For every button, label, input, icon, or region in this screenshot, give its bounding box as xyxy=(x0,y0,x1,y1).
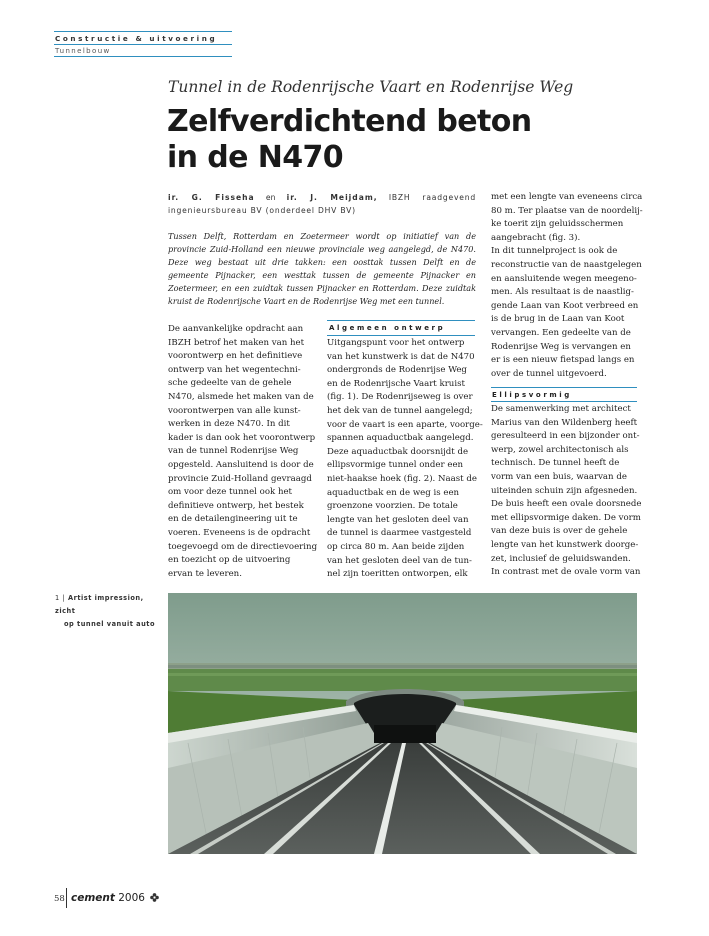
section-rule-top-ellipsvormig xyxy=(491,387,637,388)
figure-caption: 1 | Artist impression, zicht op tunnel vanuit auto xyxy=(55,592,165,631)
col2-line: ondergronds de Rodenrijse Weg xyxy=(327,365,467,376)
col3a-line: 80 m. Ter plaatse van de noordelij- xyxy=(491,205,643,216)
col1-line: De aanvankelijke opdracht aan xyxy=(168,324,304,334)
col3a-line: met een lengte van eveneens circa xyxy=(491,192,643,202)
col2-line: niet-haakse hoek (fig. 2). Naast de xyxy=(327,473,477,484)
col2-line: (fig. 1). De Rodenrijseweg is over xyxy=(327,392,473,403)
caption-line-2: op tunnel vanuit auto xyxy=(64,620,155,628)
col2-line: spannen aquaductbak aangelegd. xyxy=(327,433,474,444)
section-rule-bottom-algemeen xyxy=(327,335,475,336)
author-1: ir. G. Fisseha xyxy=(168,193,255,202)
col2-line: lengte van het gesloten deel van xyxy=(327,514,469,525)
header-rule-middle xyxy=(54,44,232,45)
header-rule-top xyxy=(54,31,232,32)
col3b-line: zet, inclusief de geluidswanden. xyxy=(491,553,631,564)
col1-line: definitieve ontwerp, het bestek xyxy=(168,500,304,511)
byline-joiner: en xyxy=(265,193,276,202)
page-number: 58 xyxy=(54,894,65,904)
col2-line: het dek van de tunnel aangelegd; xyxy=(327,405,473,416)
col3a-line: Rodenrijse Weg is vervangen en xyxy=(491,341,631,352)
col3b-line: uiteinden schuin zijn afgesneden. xyxy=(491,485,638,496)
col2-line: nel zijn toeritten ontworpen, elk xyxy=(327,569,468,580)
col1-line: voorontwerpen van alle kunst- xyxy=(168,405,301,416)
col1-line: ontwerp van het wegentechni- xyxy=(168,364,301,375)
col2-line: aquaductbak en de weg is een xyxy=(327,487,460,498)
header-rule-bottom xyxy=(54,56,232,57)
magazine-year: 2006 xyxy=(118,892,145,904)
col2-line: Deze aquaductbak doorsnijdt de xyxy=(327,446,469,457)
article-title-line-1: Zelfverdichtend beton xyxy=(167,104,532,139)
section-subcategory: Tunnelbouw xyxy=(55,47,111,55)
col3a-line: vervangen. Een gedeelte van de xyxy=(491,327,631,338)
col1-line: toegevoegd om de directievoering xyxy=(168,541,318,552)
caption-line-1: Artist impression, zicht xyxy=(55,594,144,615)
col1-line: voorontwerp en het definitieve xyxy=(168,351,303,362)
col3b-line: vorm van een buis, waarvan de xyxy=(491,471,627,482)
col2-line: van het kunstwerk is dat de N470 xyxy=(327,351,475,362)
col1-line: voeren. Eveneens is de opdracht xyxy=(168,527,311,538)
col3b-line: van deze buis is over de gehele xyxy=(491,526,628,537)
magazine-name: cement xyxy=(71,892,115,904)
section-rule-top-algemeen xyxy=(327,320,475,321)
col1-line: sche gedeelte van de gehele xyxy=(168,378,292,389)
col1-line: IBZH betrof het maken van het xyxy=(168,337,305,348)
footer-magazine xyxy=(71,892,159,904)
section-category: Constructie & uitvoering xyxy=(55,34,218,43)
col3a-line: men. Als resultaat is de naastlig- xyxy=(491,287,634,298)
article-title xyxy=(167,104,532,176)
tunnel-artist-impression-image xyxy=(168,593,637,854)
col3b-line: Marius van den Wildenberg heeft xyxy=(491,417,638,428)
col2-line: Uitgangspunt voor het ontwerp xyxy=(327,338,465,348)
col3b-line: technisch. De tunnel heeft de xyxy=(491,458,620,469)
col3a-line: er is een nieuw fietspad langs en xyxy=(491,355,635,366)
author-2: ir. J. Meijdam, xyxy=(286,193,378,202)
footer-divider xyxy=(66,888,67,908)
col1-line: kader is dan ook het voorontwerp xyxy=(168,432,316,443)
article-kicker: Tunnel in de Rodenrijsche Vaart en Rodenrijse Weg xyxy=(168,78,574,96)
col2-line: voor de vaart is een aparte, voorge- xyxy=(327,419,483,430)
section-heading-algemeen-ontwerp: Algemeen ontwerp xyxy=(329,324,446,332)
col1-line: en toezicht op de uitvoering xyxy=(168,555,291,566)
col1-line: provincie Zuid-Holland gevraagd xyxy=(168,473,312,484)
col1-line: om voor deze tunnel ook het xyxy=(168,487,293,498)
body-column-2 xyxy=(327,337,483,582)
col2-line: op circa 80 m. Aan beide zijden xyxy=(327,541,465,552)
col1-line: ervan te leveren. xyxy=(168,568,242,579)
col2-line: de tunnel is daarmee vastgesteld xyxy=(327,528,472,539)
col3b-line: met ellipsvormige daken. De vorm xyxy=(491,512,641,523)
col3a-line: en aansluitende wegen meegeno- xyxy=(491,273,637,284)
col3b-line: geresulteerd in een bijzonder ont- xyxy=(491,431,640,442)
col2-line: en de Rodenrijsche Vaart kruist xyxy=(327,378,465,389)
byline xyxy=(168,191,476,217)
body-column-3-bottom xyxy=(491,403,642,580)
body-column-3-top xyxy=(491,191,643,381)
flower-logo-icon xyxy=(150,893,159,902)
col3b-line: lengte van het kunstwerk doorge- xyxy=(491,539,639,550)
col3a-line: gende Laan van Koot verbreed en xyxy=(491,300,639,311)
col3a-line: is de brug in de Laan van Koot xyxy=(491,314,625,325)
col1-line: en de detailengineering uit te xyxy=(168,514,298,525)
col3a-line: over de tunnel uitgevoerd. xyxy=(491,368,607,379)
article-title-line-2: in de N470 xyxy=(167,140,344,175)
col2-line: groenzone voorzien. De totale xyxy=(327,501,458,512)
col3a-line: In dit tunnelproject is ook de xyxy=(491,246,618,257)
col1-line: van de tunnel Rodenrijse Weg xyxy=(168,446,299,457)
col1-line: N470, alsmede het maken van de xyxy=(168,391,314,402)
author-affiliation: IBZH raadgevend ingenieursbureau BV (onderdeel DHV BV) xyxy=(168,193,476,215)
col2-line: van het gesloten deel van de tun- xyxy=(327,555,472,566)
col3b-line: werp, zowel architectonisch als xyxy=(491,444,629,455)
col3a-line: ke toerit zijn geluidsschermen xyxy=(491,219,624,230)
section-rule-bottom-ellipsvormig xyxy=(491,401,637,402)
col1-line: werken in deze N470. In dit xyxy=(168,419,290,430)
col3b-line: De samenwerking met architect xyxy=(491,404,631,414)
col3b-line: De buis heeft een ovale doorsnede xyxy=(491,499,642,510)
col2-line: ellipsvormige tunnel onder een xyxy=(327,460,464,471)
col3b-line: In contrast met de ovale vorm van xyxy=(491,567,641,578)
article-lead: Tussen Delft, Rotterdam en Zoetermeer wordt op initiatief van de provincie Zuid-Holland een nieuwe provinciale weg aangelegd, de N470. Deze weg bestaat uit drie takken: een oosttak tussen Delft en de gemeente Pijnacker, een westtak tussen de gemeente Pijnacker en Zoetermeer, en een zuidtak tussen Pijnacker en Rotterdam. Deze zuidtak kruist de Rodenrijsche Vaart en de Rodenrijse Weg met een tunnel. xyxy=(168,231,476,307)
caption-number: 1 xyxy=(55,594,60,602)
section-heading-ellipsvormig: Ellipsvormig xyxy=(492,391,572,399)
body-column-1 xyxy=(168,323,316,581)
col3a-line: reconstructie van de naastgelegen xyxy=(491,259,642,270)
col1-line: opgesteld. Aansluitend is door de xyxy=(168,459,314,470)
col3a-line: aangebracht (fig. 3). xyxy=(491,232,581,243)
